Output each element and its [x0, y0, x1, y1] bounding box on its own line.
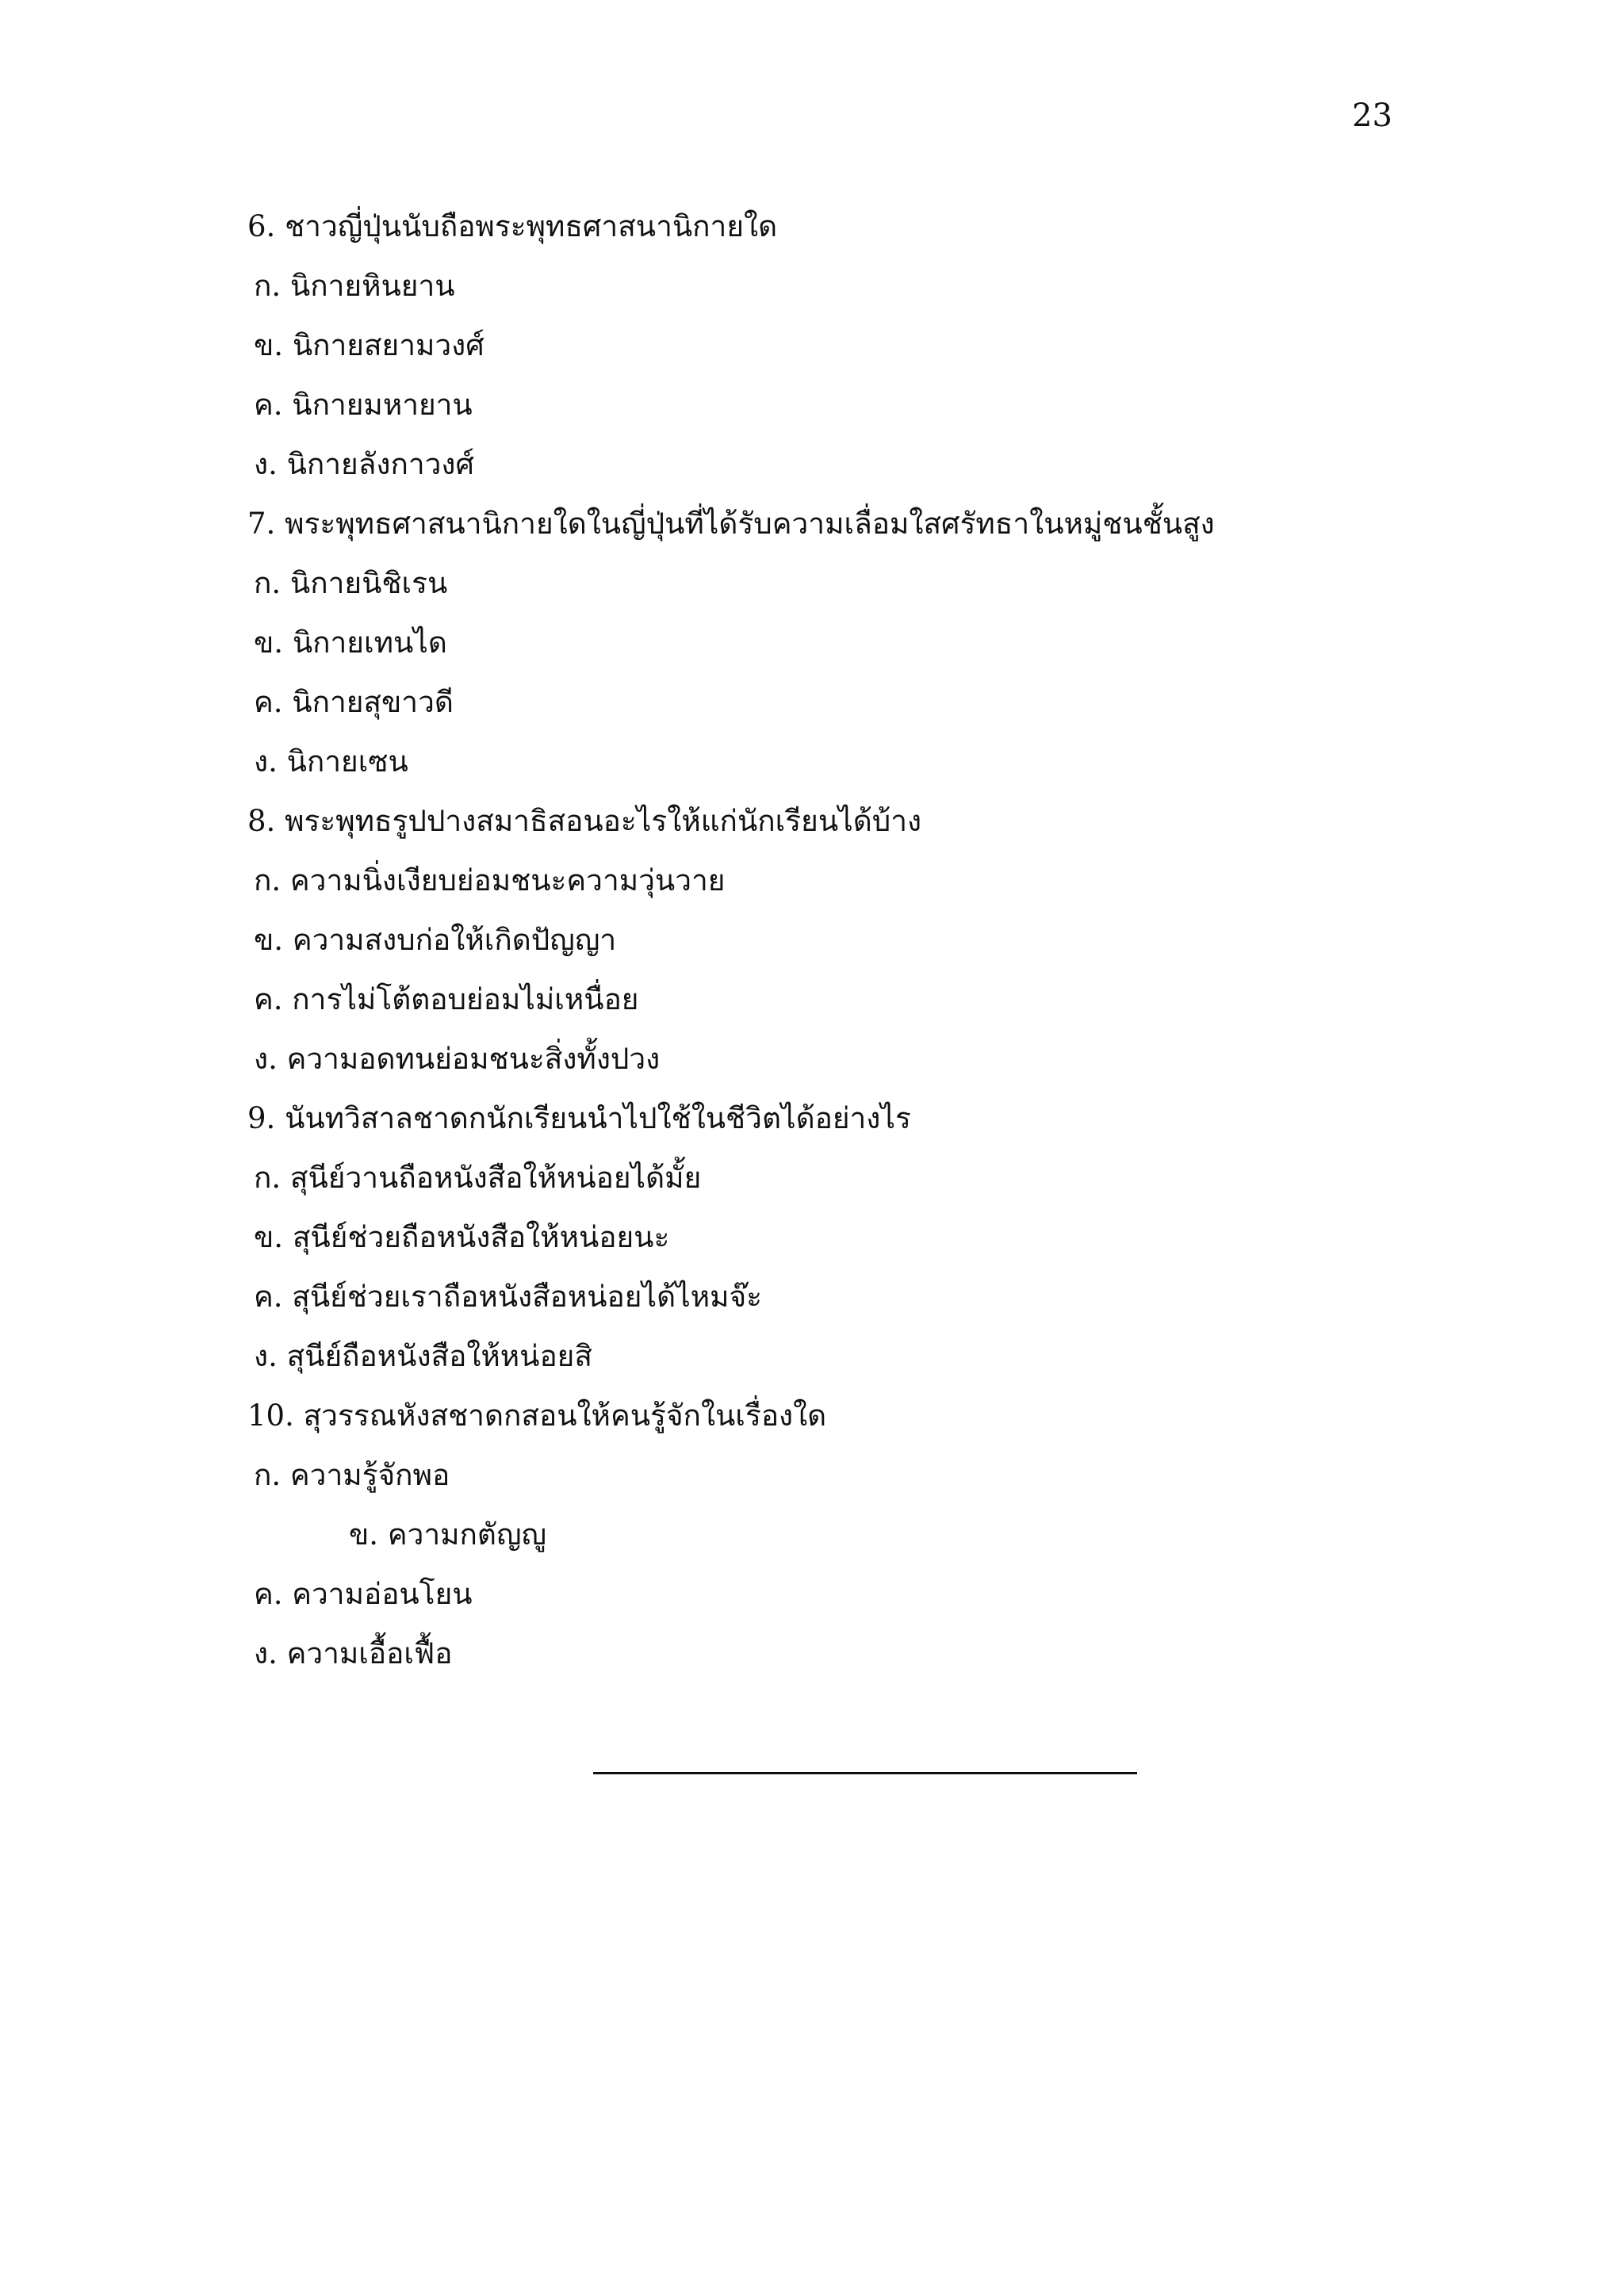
question-8-option-a: ก. ความนิ่งเงียบย่อมชนะความวุ่นวาย: [254, 863, 726, 897]
question-9-option-d: ง. สุนีย์ถือหนังสือให้หน่อยสิ: [254, 1339, 592, 1373]
question-9-option-c: ค. สุนีย์ช่วยเราถือหนังสือหน่อยได้ไหมจ๊ะ: [254, 1280, 763, 1314]
question-8-stem: 8. พระพุทธรูปปางสมาธิสอนอะไรให้แก่นักเรียนได้บ้าง: [247, 804, 922, 838]
question-10-option-d: ง. ความเอื้อเฟื้อ: [254, 1636, 453, 1670]
question-6-option-d: ง. นิกายลังกาวงศ์: [254, 447, 474, 481]
question-9-option-b: ข. สุนีย์ช่วยถือหนังสือให้หน่อยนะ: [254, 1220, 670, 1254]
question-7-option-d: ง. นิกายเซน: [254, 744, 408, 779]
question-10-stem: 10. สุวรรณหังสชาดกสอนให้คนรู้จักในเรื่องใด: [247, 1399, 827, 1433]
question-7-stem: 7. พระพุทธศาสนานิกายใดในญี่ปุ่นที่ได้รับความเลื่อมใสศรัทธาในหมู่ชนชั้นสูง: [247, 507, 1215, 541]
question-8-option-b: ข. ความสงบก่อให้เกิดปัญญา: [254, 923, 617, 957]
end-divider: [593, 1772, 1137, 1774]
question-10-option-a: ก. ความรู้จักพอ: [254, 1458, 450, 1492]
question-8-option-d: ง. ความอดทนย่อมชนะสิ่งทั้งปวง: [254, 1042, 661, 1076]
question-6-option-c: ค. นิกายมหายาน: [254, 388, 473, 422]
question-7-option-c: ค. นิกายสุขาวดี: [254, 685, 454, 719]
question-7-option-b: ข. นิกายเทนได: [254, 626, 447, 660]
question-7-option-a: ก. นิกายนิชิเรน: [254, 566, 448, 600]
question-10-option-b: ข. ความกตัญญู: [349, 1517, 546, 1552]
question-9-option-a: ก. สุนีย์วานถือหนังสือให้หน่อยได้มั้ย: [254, 1161, 702, 1195]
page-number: 23: [1352, 98, 1392, 134]
question-6-stem: 6. ชาวญี่ปุ่นนับถือพระพุทธศาสนานิกายใด: [247, 209, 778, 243]
question-6-option-b: ข. นิกายสยามวงศ์: [254, 328, 485, 362]
question-10-option-c: ค. ความอ่อนโยน: [254, 1577, 473, 1611]
question-6-option-a: ก. นิกายหินยาน: [254, 269, 455, 303]
question-9-stem: 9. นันทวิสาลชาดกนักเรียนนำไปใช้ในชีวิตได้อย่างไร: [247, 1101, 911, 1135]
question-8-option-c: ค. การไม่โต้ตอบย่อมไม่เหนื่อย: [254, 982, 639, 1016]
